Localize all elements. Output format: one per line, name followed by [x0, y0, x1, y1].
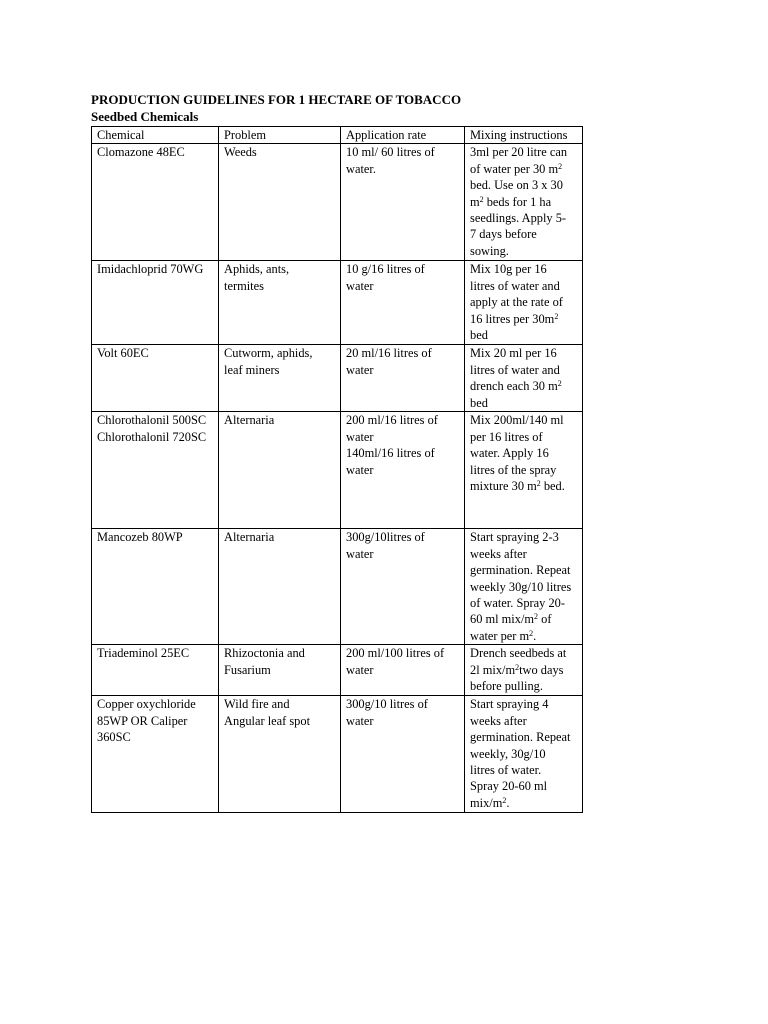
table-row — [92, 345, 583, 412]
cell-text-line: water — [346, 546, 374, 561]
problem-cell — [219, 144, 341, 261]
application-rate-cell — [341, 412, 465, 529]
cell-text-line: water — [346, 462, 374, 477]
application-rate-cell — [341, 645, 465, 696]
cell-text-line: litres of the spray — [470, 462, 557, 477]
cell-text-line: litres of water. — [470, 763, 542, 778]
cell-text-line: water. Apply 16 — [470, 446, 549, 461]
cell-text-line: bed — [470, 395, 488, 410]
chemical-cell — [92, 261, 219, 345]
cell-text-line: Imidachloprid 70WG — [97, 262, 204, 277]
section-subtitle: Seedbed Chemicals — [91, 109, 199, 124]
chemical-cell — [92, 144, 219, 261]
mixing-instructions-cell — [465, 696, 583, 813]
chemical-cell — [92, 645, 219, 696]
cell-text-line: Drench seedbeds at — [470, 646, 567, 661]
cell-text-line: leaf miners — [224, 362, 280, 377]
cell-text-line: Weeds — [224, 145, 257, 160]
mixing-instructions-cell — [465, 645, 583, 696]
cell-text-line: bed. Use on 3 x 30 — [470, 178, 563, 193]
cell-text-line: of water per 30 $m^2$ — [470, 161, 563, 176]
cell-text-line: germination. Repeat — [470, 730, 571, 745]
cell-text-line: of water. Spray 20- — [470, 596, 565, 611]
cell-text-line: bed — [470, 328, 488, 343]
mixing-instructions-cell — [465, 144, 583, 261]
cell-text-line: 200 ml/100 litres of — [346, 646, 445, 661]
cell-text-line: litres of water and — [470, 278, 560, 293]
mixing-instructions-cell — [465, 345, 583, 412]
cell-text-line: 300g/10litres of — [346, 530, 425, 545]
cell-text-line: 16 litres per $30m^2$ — [470, 311, 559, 326]
cell-text-line: Fusarium — [224, 662, 271, 677]
cell-text-line: germination. Repeat — [470, 563, 571, 578]
cell-text-line: Copper oxychloride — [97, 697, 196, 712]
cell-text-line: 140ml/16 litres of — [346, 446, 435, 461]
problem-cell — [219, 261, 341, 345]
cell-text-line: mix/$m^2$. — [470, 795, 510, 810]
cell-text-line: weeks after — [470, 713, 527, 728]
cell-text-line: Mix 20 ml per 16 — [470, 346, 557, 361]
cell-text-line: Clomazone 48EC — [97, 145, 185, 160]
cell-text-line: water — [346, 713, 374, 728]
cell-text-line: water — [346, 278, 374, 293]
cell-text-line: sowing. — [470, 243, 509, 258]
chemical-cell — [92, 529, 219, 645]
cell-text-line: Cutworm, aphids, — [224, 346, 313, 361]
cell-text-line: Volt 60EC — [97, 346, 149, 361]
cell-text-line: Aphids, ants, — [224, 262, 290, 277]
cell-text-line: water — [346, 662, 374, 677]
header-problem: Problem — [219, 127, 341, 144]
header-application-rate: Application rate — [341, 127, 465, 144]
table-row — [92, 144, 583, 261]
cell-text-line: Wild fire and — [224, 697, 290, 712]
table-row — [92, 261, 583, 345]
cell-text-line: before pulling. — [470, 679, 543, 694]
table-header-row — [92, 127, 583, 144]
cell-text-line: weekly, 30g/10 — [470, 746, 546, 761]
cell-text-line: weekly 30g/10 litres — [470, 579, 572, 594]
cell-text-line: 300g/10 litres of — [346, 697, 428, 712]
mixing-instructions-cell — [465, 529, 583, 645]
table-body — [92, 144, 583, 813]
cell-text-line: Start spraying 4 — [470, 697, 549, 712]
cell-text-line: Start spraying 2-3 — [470, 530, 559, 545]
chemical-cell — [92, 412, 219, 529]
chemical-cell — [92, 696, 219, 813]
cell-text-line: 20 ml/16 litres of — [346, 346, 432, 361]
mixing-instructions-cell — [465, 412, 583, 529]
cell-text-line: 7 days before — [470, 227, 537, 242]
application-rate-cell — [341, 345, 465, 412]
cell-text-line: Mix 10g per 16 — [470, 262, 547, 277]
cell-text-line: 60 ml mix/$m^2$ of — [470, 612, 552, 627]
cell-text-line: Chlorothalonil 720SC — [97, 429, 207, 444]
cell-text-line: 360SC — [97, 730, 131, 745]
table-row — [92, 696, 583, 813]
header-mixing-instructions: Mixing instructions — [465, 127, 583, 144]
cell-text-line: Alternaria — [224, 530, 275, 545]
problem-cell — [219, 412, 341, 529]
cell-text-line: water per $m^2$. — [470, 628, 537, 643]
cell-text-line: 85WP OR Caliper — [97, 713, 188, 728]
header-chemical: Chemical — [92, 127, 219, 144]
seedbed-chemicals-table — [91, 126, 583, 813]
cell-text-line: litres of water and — [470, 362, 560, 377]
cell-text-line: drench each 30 $m^2$ — [470, 379, 562, 394]
cell-text-line: apply at the rate of — [470, 295, 563, 310]
application-rate-cell — [341, 529, 465, 645]
cell-text-line: Alternaria — [224, 413, 275, 428]
cell-text-line: $m^2$ beds for 1 ha — [470, 194, 552, 209]
cell-text-line: Mancozeb 80WP — [97, 530, 183, 545]
problem-cell — [219, 645, 341, 696]
chemical-cell — [92, 345, 219, 412]
cell-text-line: Triademinol 25EC — [97, 646, 190, 661]
table-row — [92, 645, 583, 696]
application-rate-cell — [341, 144, 465, 261]
document-title: PRODUCTION GUIDELINES FOR 1 HECTARE OF TOBACCO — [91, 92, 462, 107]
application-rate-cell — [341, 696, 465, 813]
cell-text-line: seedlings. Apply 5- — [470, 211, 567, 226]
cell-text-line: water. — [346, 161, 376, 176]
application-rate-cell — [341, 261, 465, 345]
cell-text-line: 10 g/16 litres of — [346, 262, 425, 277]
problem-cell — [219, 529, 341, 645]
cell-text-line: water — [346, 429, 374, 444]
cell-text-line: Rhizoctonia and — [224, 646, 305, 661]
problem-cell — [219, 345, 341, 412]
cell-text-line: per 16 litres of — [470, 429, 543, 444]
cell-text-line: mixture 30 $m^2$ bed. — [470, 479, 565, 494]
cell-text-line: Chlorothalonil 500SC — [97, 413, 207, 428]
cell-text-line: Spray 20-60 ml — [470, 779, 548, 794]
cell-text-line: 200 ml/16 litres of — [346, 413, 438, 428]
cell-text-line: Mix 200ml/140 ml — [470, 413, 564, 428]
table-row — [92, 412, 583, 529]
cell-text-line: 3ml per 20 litre can — [470, 145, 568, 160]
cell-text-line: 10 ml/ 60 litres of — [346, 145, 435, 160]
cell-text-line: weeks after — [470, 546, 527, 561]
cell-text-line: 2l mix/$m^2two$ days — [470, 662, 564, 677]
cell-text-line: Angular leaf spot — [224, 713, 311, 728]
mixing-instructions-cell — [465, 261, 583, 345]
table-row — [92, 529, 583, 645]
problem-cell — [219, 696, 341, 813]
cell-text-line: termites — [224, 278, 264, 293]
cell-text-line: water — [346, 362, 374, 377]
